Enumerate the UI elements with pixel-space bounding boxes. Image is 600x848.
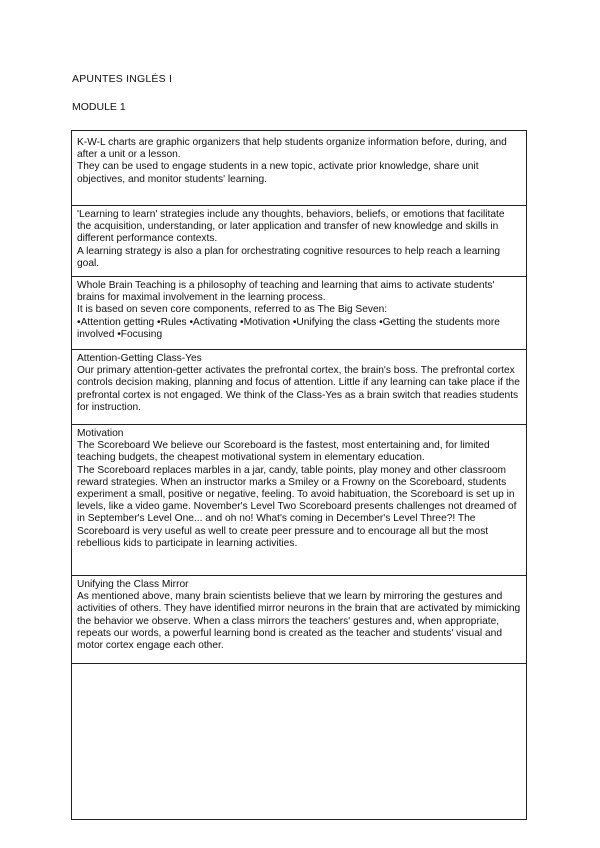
paragraph: Whole Brain Teaching is a philosophy of teaching and learning that aims to activate students' brains for maximal involvement in the learning process.	[77, 280, 495, 304]
section-heading: Motivation	[77, 428, 124, 439]
paragraph: They can be used to engage students in a new topic, activate prior knowledge, share unit objectives, and monitor students' learning.	[77, 161, 479, 185]
paragraph: K-W-L charts are graphic organizers that help students organize information before, during, and after a unit or a lesson.	[77, 137, 507, 161]
paragraph: The Scoreboard We believe our Scoreboard is the fastest, most entertaining and, for limited teaching budgets, the cheapest motivational system in elementary education.	[77, 440, 490, 464]
paragraph: 'Learning to learn' strategies include any thoughts, behaviors, beliefs, or emotions that facilitate the acquisition, understanding, or later application and transfer of new knowledge and skills in different performance contexts.	[77, 209, 505, 245]
paragraph: It is based on seven core components, referred to as The Big Seven:	[77, 304, 388, 316]
document-title: APUNTES INGLÉS I	[72, 73, 173, 85]
paragraph: As mentioned above, many brain scientists believe that we learn by mirroring the gestures and activities of others. They have identified mirror neurons in the brain that are activated by mimicking the behavior we observe. When a class mirrors the teachers' gestures and, when appropriate, repeats our words, a powerful learning bond is created as the teacher and students' visual and motor cortex engage each other.	[77, 591, 521, 652]
section-heading: Attention-Getting Class-Yes	[77, 353, 202, 364]
table-row-unifying-the-class	[72, 575, 526, 663]
table-row-empty	[72, 663, 526, 819]
paragraph: The Scoreboard replaces marbles in a jar, candy, table points, play money and other classroom reward strategies. When an instructor marks a Smiley or a Frowny on the Scoreboard, students experiment a small, positive or negative, feeling. To avoid habituation, the Scoreboard is set up in levels, like a video game. November's Level Two Scoreboard presents challenges not dreamed of in September's Level One... and oh no! What's coming in December's Level Three?! The Scoreboard is very useful as well to create peer pressure and to encourage all but the most rebellious kids to participate in learning activities.	[77, 464, 517, 549]
table-row-attention-getting	[72, 349, 526, 424]
paragraph: Our primary attention-getter activates the prefrontal cortex, the brain's boss. The prefrontal cortex controls decision making, planning and focus of attention. Little if any learning can take place if the prefrontal cortex is not engaged. We think of the Class-Yes as a brain switch that readies students for instruction.	[77, 365, 520, 413]
module-heading: MODULE 1	[72, 101, 126, 113]
notes-table	[71, 130, 527, 820]
table-row-kwl	[72, 131, 526, 205]
table-row-whole-brain-teaching	[72, 276, 526, 349]
table-row-learning-to-learn	[72, 205, 526, 276]
table-row-motivation	[72, 424, 526, 575]
paragraph: A learning strategy is also a plan for orchestrating cognitive resources to help reach a learning goal.	[77, 245, 501, 269]
paragraph: •Attention getting •Rules •Activating •Motivation •Unifying the class •Getting the students more involved •Focusing	[77, 316, 500, 340]
section-heading: Unifying the Class Mirror	[77, 579, 189, 590]
